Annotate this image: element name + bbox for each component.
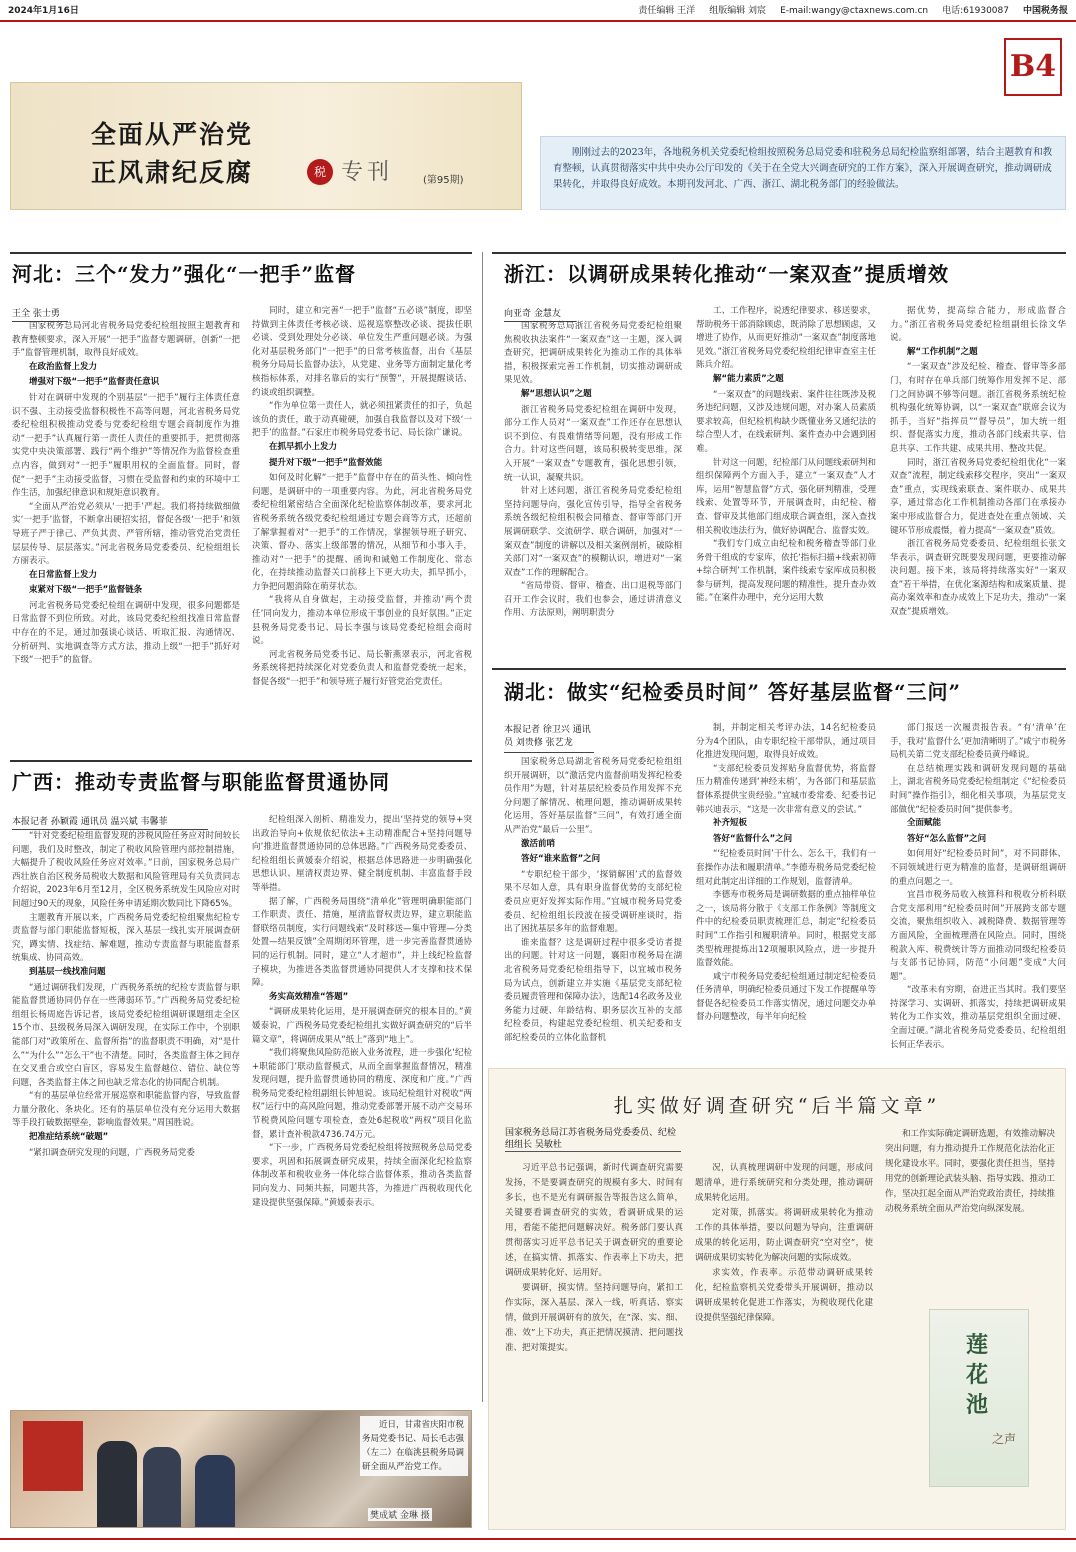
editor: 责任编辑 王洋 (638, 6, 696, 16)
paragraph: 制，并制定相关考评办法，14名纪检委员分为4个团队，由专职纪检干部带队，通过项目化推进发现问题，取得良好成效。 (696, 723, 876, 761)
banner-issue: (第95期) (423, 175, 464, 186)
paragraph: “下一步，广西税务局党委纪检组将按照税务总局党委要求，巩固和拓展调查研究成果，持续全面深化纪检监察体制改革和税收业务一体化综合监督体系，推动各类监督同向发力、同频共振，同题共答，为推进广西税收现代化建设提供坚强保障。”黄媛泰表示。 (252, 1143, 472, 1208)
paragraph: 咸宁市税务局党委纪检组通过制定纪检委员任务清单，明确纪检委员通过下发工作提醒单等督促各纪检委员工作落实情况，通过问题交办单督办问题整改，每半年向纪检 (696, 971, 876, 1023)
subheading: 解“能力素质”之题 (713, 373, 784, 384)
hubei-col1 (504, 756, 682, 1056)
hebei-col1 (12, 320, 240, 750)
paragraph: 国家税务总局湖北省税务局党委纪检组组织开展调研，以“激活党内监督前哨发挥纪检委员作用”为题，针对基层纪检委员作用发挥不充分问题了解情况、梳理问题，推动调研成果转化运用，答好基层监督“三问”，有效打通全面从严治党“最后一公里”。 (504, 757, 682, 835)
zhejiang-byline: 向亚奇 金慧友 (504, 306, 576, 322)
essay-col2 (695, 1161, 873, 1521)
subheading: 全面赋能 (907, 818, 942, 829)
paragraph: 在总结梳理实践和调研发现问题的基础上，湖北省税务局党委纪检组制定《“纪检委员时间”操作指引》，细化相关事项，为基层党支部做优“纪检委员时间”提供参考。 (890, 763, 1066, 815)
paragraph: 部门报送一次履责报告表。“有‘清单’在手，我对‘监督什么’更加清晰明了。”咸宁市税务局机关第二党支部纪检委员黄丹峰说。 (890, 723, 1066, 761)
special-banner (10, 82, 522, 210)
person-figure (143, 1447, 181, 1527)
paragraph: 同时，浙江省税务局党委纪检组优化“一案双查”流程，制定线索移交程序，突出“一案双查”重点，实现线索联查、案件联办、成果共享，通过常态化工作机制推动各部门在承接办案中形成监督合力，促进查处在重点领域、关键环节形成震慑，着力提高“一案双查”质效。 (890, 457, 1066, 536)
paragraph: “针对党委纪检组监督发现的涉税风险任务应对时间较长问题，我们及时整改，制定了税收风险管理内部控制措施，大幅提升了税收风险任务应对效率。”日前，国家税务总局广西壮族自治区税务局税收大数据和风险管理局有关负责同志介绍说，2023年6月至12月，全区税务系统发生风险应对时间超过90天的现象，风险任务申请延期次数同比下降65%。 (12, 831, 240, 909)
paragraph: 习近平总书记强调，新时代调查研究需要发扬，不是要调查研究的规模有多大、时间有多长，也不是光有调研报告等报告这么简单，关键要看调查研究的实效，看调研成果的运用，看能不能把问题解决好。税务部门要认真贯彻落实习近平总书记关于调查研究的重要论述，在搞实情、抓落实、作表率上下功夫，把调研成果转化好、运用好。 (505, 1163, 683, 1278)
paragraph: 国家税务总局浙江省税务局党委纪检组聚焦税收执法案件“一案双查”这一主题，深入调查研究，把调研成果转化为推动工作的具体举措，积极探索完善工作机制，切实推动调研成果见效。 (504, 321, 682, 386)
paragraph: 据了解，广西税务局围绕“清单化”管理明确职能部门工作职责、责任、措施，厘清监督权责边界，建立职能监督联络员制度，实行问题线索“及时移送—集中管理—分类处置—结果反馈”全周期闭环管理，进一步完善监督贯通协同的运行机制。同时，建立“人才超市”，并上线纪检监督子模块，为推进各类监督贯通协同提供人才支撑和技术保障。 (252, 896, 472, 989)
column-divider (482, 252, 483, 1402)
paragraph: “作为单位第一责任人，就必须扭紧责任的扣子，负起该负的责任，敢于动真碰硬，加强自我监督以及对下级‘一把手’的监督。”石家庄市税务局党委书记、局长徐广谦说。 (252, 401, 472, 439)
paragraph: 同时，建立和完善“一把手”监督“五必谈”制度，即坚持做到主体责任考核必谈、巡视巡察整改必谈、提拔任职必谈、受到处理处分必谈、单位发生严重问题必谈。为强化对基层税务部门“一把手”的日常考核监督，出台《基层税务分局局长监督办法》，从党建、业务等方面制定量化考核指标体系，对排名靠后的实行“预警”，开展提醒谈话、约谈或组织调整。 (252, 306, 472, 398)
banner-line2: 正风肃纪反腐 (91, 158, 254, 187)
subheading: 在日常监督上发力 (29, 569, 98, 580)
zhejiang-title: 浙江：以调研成果转化推动“一案双查”提质增效 (504, 262, 950, 286)
zhejiang-col3 (890, 305, 1066, 638)
paragraph: 李德寿市税务局是调研数据的重点抽样单位之一，该局将分散于《支部工作条例》等制度文件中的纪检委员职责梳理汇总，制定“纪检委员时间”工作指引和履职清单。同时，根据党支部类型梳理提炼出12项履职风险点，进一步提升监督效能。 (696, 890, 876, 969)
paragraph: 据优势，提高综合能力，形成监督合力。”浙江省税务局党委纪检组副组长徐文华说。 (890, 306, 1066, 344)
divider (10, 760, 472, 762)
paragraph: “支部纪检委员发挥贴身监督优势，将监督压力精准传递到‘神经末梢’，为各部门和基层监督体系提供宝贵经验。”宜城市委常委、纪委书记韩兴迪表示，“这是一次非常有意义的尝试。” (696, 763, 876, 815)
paragraph: “一案双查”的问题线索、案件往往既涉及税务违纪问题，又涉及违规问题，对办案人员素质要求较高，但纪检机构缺少既懂业务又通纪法的综合型人才，在线索研判、案件查办中会遇到困难。 (696, 389, 876, 454)
paragraph: 针对这一问题，纪检部门从问题线索研判和组织保障两个方面入手，建立“一案双查”人才库，运用“智慧监督”方式，强化研判精准，受理线索、处置等环节，开展调查时，由纪检、稽查、督审及其他部门组成联合调查组，深入查找相关税收违法行为，做好协调配合、监督实效。 (696, 457, 876, 536)
paragraph: “全面从严治党必须从‘一把手’严起。我们将持续做细做实‘一把手’监督，不断拿出硬招实招，督促各级‘一把手’和领导班子严于律己、严负其责、严管所辖，推动管党治党责任层层传导、层层落实。”河北省税务局党委委员、纪检组组长方丽表示。 (12, 501, 240, 567)
lotus-title: 莲花池 (966, 1332, 989, 1418)
subheading: 务实高效精准“答题” (269, 991, 349, 1002)
page-footer-rule (0, 1538, 1076, 1540)
subheading: 答好“监督什么”之问 (713, 833, 793, 844)
hubei-title: 湖北：做实“纪检委员时间” 答好基层监督“三问” (504, 680, 961, 704)
hebei-col2 (252, 305, 472, 745)
paragraph: 求实效，作表率。示范带动调研成果转化，纪检监察机关党委带头开展调研，推动以调研成果转化促进工作落实，为税收现代化建设提供坚强纪律保障。 (695, 1268, 873, 1323)
paragraph: 谁来监督？这是调研过程中很多受访者提出的问题。针对这一问题，襄阳市税务局在湖北省税务局党委纪检组指导下，以宜城市税务局为试点，创新建立并实施《基层党支部纪检委员履责管理和保障办法》，选配14名政务及业务能力过硬、年龄结构、职务层次互补的支部纪检委员，构建起党委纪检组、机关纪委和支部纪检委员的立体化监督机 (504, 937, 682, 1043)
person-figure (195, 1455, 235, 1527)
guangxi-col2 (252, 814, 472, 1400)
paragraph: 如何用好“纪检委员时间”，对不同群体、不同领域进行更为精准的监督，是调研组调研的重点问题之一。 (890, 849, 1066, 887)
paragraph: 定对策，抓落实。将调研成果转化为推动工作的具体举措，要以问题为导向，注重调研成果的转化运用，防止调查研究“空对空”，使调研成果切实转化为解决问题的实际成效。 (695, 1208, 873, 1263)
divider (492, 668, 1066, 670)
hebei-title: 河北：三个“发力”强化“一把手”监督 (12, 262, 357, 286)
paragraph: “我们将聚焦风险防范嵌入业务流程，进一步强化‘纪检+职能部门’联动监督模式，从而全面掌握监督情况，精准发现问题，提升监督贯通协同的精度、深度和广度。”广西税务局党委纪检组副组长钟旭说。该局纪检组针对税收“两权”运行中的高风险问题，推动党委部署开展不动产交易环节税费风险问题专项检查，查处6起税收“两权”项目化监督，累计查补税款4736.74万元。 (252, 1048, 472, 1140)
subheading: 在政治监督上发力 (29, 361, 98, 372)
subheading: 解“工作机制”之题 (907, 346, 978, 357)
paragraph: 如何及时化解“一把手”监督中存在的苗头性、倾向性问题，是调研中的一项重要内容。为此，河北省税务局党委纪检组紧密结合全面深化纪检监察体制改革，要求河北省税务系统各级党委纪检组通过专题会商等方式，还超前了解掌握着对“一把手”的工作情况，掌握领导班子研究、决策、督办、落实上级部署的情况，从细节和小事入手，推动对“一把手”的提醒、函询和诫勉工作制度化、常态化，在持续推动监督关口前移上下更大功夫，抓早抓小，力争把问题消除在萌芽状态。 (252, 473, 472, 592)
zhejiang-col1 (504, 320, 682, 638)
essay-box (488, 1068, 1066, 1530)
paragraph: “我将从自身做起，主动接受监督，并推动‘两个责任’同向发力，推动本单位形成干事创业的良好氛围。”正定县税务局党委书记、局长李强与该局党委纪检组会商时说。 (252, 595, 472, 647)
subheading: 在抓早抓小上发力 (269, 441, 338, 452)
paragraph: 河北省税务局党委书记、局长靳燕翠表示，河北省税务系统将把持续深化对党委负责人和监督党委统一起来，督促各级“一把手”和领导班子履行好管党治党责任。 (252, 649, 472, 688)
paragraph: 针对在调研中发现的个别基层“一把手”履行主体责任意识不强、主动接受监督积极性不高等问题，河北省税务局党委纪检组积极推动党委与党委纪检组专题会商制度作为推动“一把手”认真履行第一责任人责任的重要抓手，把贯彻落实党中央决策部署、践行“两个维护”等情况作为监督检查重点内容，做到对“一把手”履职用权的全面监督。同时，督促“一把手”主动接受监督，习惯在受监督和约束的环境中工作生活，加强纪律意识和规矩意识教育。 (12, 392, 240, 499)
subheading: 答好“怎么监督”之问 (907, 833, 987, 844)
paragraph: 要调研，摸实情。坚持问题导向，紧扣工作实际，深入基层、深入一线，听真话、察实情，做到开展调研有的放矢，在“深、实、细、准、效”上下功夫，真正把情况摸清、把问题找准、把对策提实。 (505, 1283, 683, 1353)
paragraph: “一案双查”涉及纪检、稽查、督审等多部门，有时存在单兵部门统筹作用发挥不足、部门之间协调不够等问题。浙江省税务系统纪检机构强化统筹协调，以“一案双查”联席会议为抓手，当好“指挥员”“督导员”，加大统一组织、督促落实力度，推动各部门线索共享、信息共享、工作共建、成果共用、整改共促。 (890, 362, 1066, 454)
email: E-mail:wangy@ctaxnews.com.cn (780, 6, 929, 16)
guangxi-col1 (12, 830, 240, 1400)
intro-box: 刚刚过去的2023年，各地税务机关党委纪检组按照税务总局党委和驻税务总局纪检监察组部署，结合主题教育和教育整顿，认真贯彻落实中共中央办公厅印发的《关于在全党大兴调查研究的工作方案》，深入开展调查研究，推动调研成果转化，并取得良好成效。本期刊发河北、广西、浙江、湖北税务部门的经验做法。 (540, 136, 1066, 210)
essay-col3 (885, 1127, 1055, 1267)
paragraph: 浙江省税务局党委纪检组在调研中发现，部分工作人员对“一案双查”工作还存在思想认识不到位、有畏难情绪等问题，没有形成工作合力。针对这些问题，该局积极转变思维，深入开展“一案双查”专题教育，强化思想引领，统一认识，凝聚共识。 (504, 404, 682, 483)
phone: 电话:61930087 (942, 6, 1009, 16)
banner-special: 专刊 (341, 160, 394, 185)
subheading: 答好“谁来监督”之问 (521, 854, 601, 865)
issue-date: 2024年1月16日 (8, 6, 79, 16)
essay-title: 扎实做好调查研究“后半篇文章” (613, 1095, 941, 1117)
paragraph: 和工作实际确定调研选题，有效推动解决突出问题，有力推动提升工作规范化法治化正规化建设水平。同时，要强化责任担当，坚持用党的创新理论武装头脑、指导实践、推动工作，坚决扛起全面从严治党政治责任，持续推动税务系统全面从严治党向纵深发展。 (885, 1129, 1055, 1214)
paragraph: 浙江省税务局党委委员、纪检组组长张文华表示，调查研究既要发现问题，更要推动解决问题。接下来，该局将持续落实好“一案双查”若干举措，在优化案源结构和成案质量、提高办案效率和查办成效上下足功夫，推动“一案双查”提质增效。 (890, 539, 1066, 618)
photo-credit: 樊成斌 金琳 摄 (368, 1508, 432, 1521)
subheading: 增强对下级“一把手”监督责任意识 (29, 377, 160, 388)
paragraph: “省局带资、督审、稽查、出口退税等部门召开工作会议时，我们也参会，通过讲清意义作用、方法原则，阐明职责分 (504, 581, 682, 619)
party-emblem-wall (23, 1421, 83, 1491)
seal-icon: 税 (307, 159, 333, 185)
guangxi-title: 广西：推动专责监督与职能监督贯通协同 (12, 770, 390, 794)
paragraph: “专职纪检干部少，‘探销解困’式的监督效果不尽如人意，具有职身监督优势的支部纪检委员应更好发挥实际作用。”宜城市税务局党委委员、纪检组组长段波在接受调研座谈时，指出了困扰基层多年的监督难题。 (504, 869, 682, 935)
paragraph: “我们专门成立由纪检和税务稽查等部门业务骨干组成的专家库，依托‘指标扫描+线索初筛+综合研判’工作机制，案件线索专家库成员积极参与研判，提高发现问题的精准性，提升查办效能。”在案件办理中，充分运用大数 (696, 539, 876, 604)
lotus-column-logo (929, 1309, 1029, 1487)
subheading: 解“思想认识”之题 (521, 388, 592, 399)
lotus-subtitle: 之声 (992, 1432, 1017, 1446)
subheading: 激活前哨 (521, 838, 556, 849)
hubei-byline: 本报记者 徐卫兴 通讯员 刘贵修 张艺龙 (504, 724, 594, 753)
paragraph: 工、工作程序，说透纪律要求、移送要求，帮助税务干部消除顾虑，既消除了思想顾虑，又增进了协作，从而更好推动“一案双查”制度落地见效。”浙江省税务局党委纪检组纪律审查室主任陈兵介绍。 (696, 306, 876, 371)
essay-col1 (505, 1161, 683, 1521)
paragraph: “有的基层单位经常开展巡察和职能监督内容，导致监督力量分散化、条块化。还有的基层单位没有充分运用大数据等手段打破数据壁垒，影响监督效果。”周国胜说。 (12, 1091, 240, 1129)
paragraph: “调研成果转化运用，是开展调查研究的根本目的。”黄媛泰说，广西税务局党委纪检组扎实做好调查研究的“后半篇文章”，将调研成果从“纸上”落到“地上”。 (252, 1007, 472, 1045)
paragraph: 宜昌市税务局收入核算科和税收分析科联合党支部利用“纪检委员时间”开展跨支部专题交流，聚焦组织收入、减税降费、数据管理等方面风险，全面梳理潜在风险点。同时，围绕税款入库、税费统计等方面推动同级纪检委员与支部书记协同，防范“小问题”变成“大问题”。 (890, 890, 1066, 982)
paragraph: 国家税务总局河北省税务局党委纪检组按照主题教育和教育整顿要求，深入开展“一把手”监督专题调研，创新“一把手”监督管理机制，取得良好成效。 (12, 321, 240, 359)
paragraph: 针对上述问题，浙江省税务局党委纪检组坚持问题导向，强化宣传引导，指导全省税务系统各级纪检组积极会同稽查、督审等部门开展调研联学、交流研学、联合调研，加强对“一案双查”制度的讲解以及相关案例剖析，破除相关部门对“一案双查”的模糊认识，增进对“一案双查”工作的理解配合。 (504, 486, 682, 578)
hebei-byline: 王全 张士勇 (12, 306, 68, 322)
subheading: 到基层一线找准问题 (29, 966, 106, 977)
paragraph: “通过调研我们发现，广西税务系统的纪检专责监督与职能监督贯通协同仍存在一些薄弱环节。”广西税务局党委纪检组组长杨周庭告诉记者，该局党委纪检组调研课题组走全区15个市、县级税务局深入调研发现，在实际工作中，个别职能部门对“政策所在、监督所指”的监督职责不明确，对“是什么”“为什么”“怎么干”也不清楚。同时，各类监督主体之间存在交叉重合或空白盲区，容易发生监督越位、错位、缺位等问题，各类监督主体之间也缺乏常态化的协同配合机制。 (12, 982, 240, 1088)
divider (10, 252, 472, 254)
paragraph: “改革未有穷期，奋进正当其时。我们要坚持深学习、实调研、抓落实，持续把调研成果转化为工作实效，推动基层党组织全面过硬、全面过硬。”湖北省税务局党委委员、纪检组组长何正华表示。 (890, 985, 1066, 1050)
person-figure (97, 1441, 137, 1527)
paragraph: 河北省税务局党委纪检组在调研中发现，很多问题都是日常监督不到位所致。对此，该局党委纪检组找准日常监督中存在的不足，通过加强谈心谈话、听取汇报、沟通情况、分析研判、实地调查等方式方法，推动上级“一把手”抓好对下级“一把手”的监督。 (12, 600, 240, 666)
paper-name: 中国税务报 (1022, 6, 1068, 16)
hubei-col2 (696, 722, 876, 1056)
subheading: 提升对下级“一把手”监督效能 (269, 457, 383, 468)
banner-line1: 全面从严治党 (91, 120, 254, 149)
designer: 组版编辑 刘宸 (709, 6, 767, 16)
paragraph: “‘纪检委员时间’干什么、怎么干，我们有一套操作办法和履职清单。”李德寿税务局党委纪检组对此制定出详细的工作规划，监督清单。 (696, 849, 876, 887)
subheading: 束紧对下级“一把手”监督链条 (29, 585, 143, 596)
photo-caption: 近日，甘肃省庆阳市税务局党委书记、局长毛志强（左二）在临洮县税务局调研全面从严治党工作。 (360, 1416, 468, 1476)
page-header (0, 0, 1076, 22)
header-info (638, 0, 1068, 22)
guangxi-byline: 本报记者 孙颖霞 通讯员 温兴斌 韦馨菲 (12, 814, 208, 830)
paragraph: 主题教育开展以来，广西税务局党委纪检组聚焦纪检专责监督与部门职能监督短板，深入基层一线扎实开展调查研究，蹲实情、找症结、解难题，推动专责监督与职能监督系统集成、协同高效。 (12, 912, 240, 964)
hubei-col3 (890, 722, 1066, 1056)
zhejiang-col2 (696, 305, 876, 638)
subheading: 补齐短板 (713, 818, 748, 829)
subheading: 把准症结系统“破题” (29, 1132, 109, 1143)
paragraph: 纪检组深入剖析、精准发力，提出‘坚持党的领导+突出政治导向+依规依纪依法+主动精准配合+坚持问题导向’推进监督贯通协同的总体思路。”广西税务局党委委员、纪检组组长黄媛泰介绍说，根据总体思路进一步明确强化思想认识、厘清权责边界、健全制度机制、丰富监督手段等举措。 (252, 815, 472, 893)
page-number: B4 (1004, 38, 1062, 96)
paragraph: 况，认真梳理调研中发现的问题，形成问题清单，进行系统研究和分类处理，推动调研成果转化运用。 (695, 1163, 873, 1203)
paragraph: “紧扣调查研究发现的问题，广西税务局党委 (29, 1147, 195, 1158)
essay-byline: 国家税务总局江苏省税务局党委委员、纪检组组长 吴敏杜 (505, 1127, 681, 1152)
divider (492, 252, 1066, 254)
